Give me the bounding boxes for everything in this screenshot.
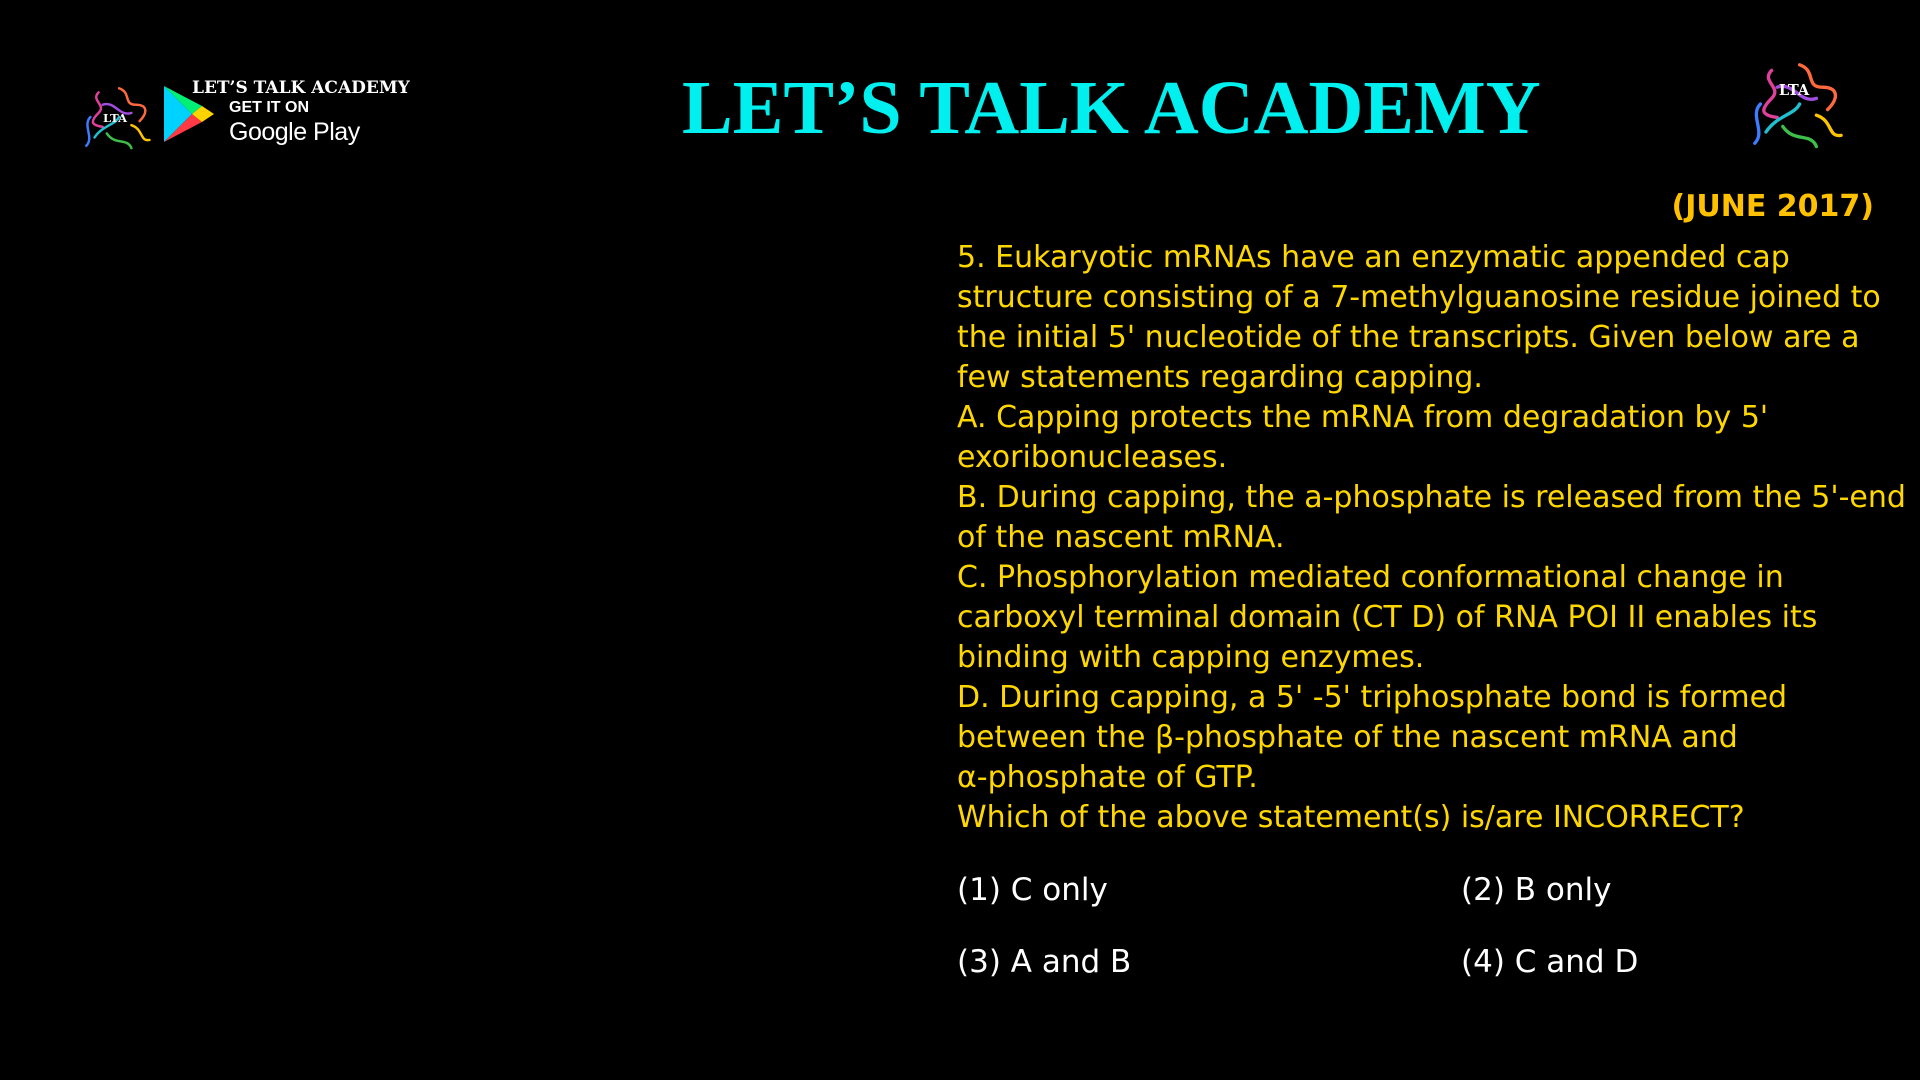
- statement-a-line: exoribonucleases.: [957, 440, 1228, 475]
- question-block: [957, 238, 1906, 838]
- answer-option-2[interactable]: (2) B only: [1461, 872, 1612, 908]
- answer-option-3[interactable]: (3) A and B: [957, 944, 1132, 980]
- academy-logo-right-icon: [1738, 48, 1850, 160]
- answer-option-4[interactable]: (4) C and D: [1461, 944, 1639, 980]
- statement-a-line: A. Capping protects the mRNA from degradation by 5': [957, 400, 1769, 435]
- question-line: 5. Eukaryotic mRNAs have an enzymatic appended cap: [957, 240, 1790, 275]
- exam-year-tag: (JUNE 2017): [1671, 189, 1874, 224]
- statement-d-line: D. During capping, a 5' -5' triphosphate bond is formed: [957, 680, 1788, 715]
- badge-store-name: Google Play: [229, 118, 360, 146]
- statement-c-line: binding with capping enzymes.: [957, 640, 1425, 675]
- statement-c-line: C. Phosphorylation mediated conformational change in: [957, 560, 1784, 595]
- question-line: structure consisting of a 7-methylguanosine residue joined to: [957, 280, 1881, 315]
- statement-d-line: α-phosphate of GTP.: [957, 760, 1258, 795]
- academy-logo-left-icon: [74, 76, 156, 158]
- badge-get-it-on: GET IT ON: [229, 99, 309, 116]
- logo-text: LTA: [1778, 82, 1810, 100]
- badge-academy-name: LET’S TALK ACADEMY: [192, 78, 410, 98]
- statement-d-line: between the β-phosphate of the nascent mRNA and: [957, 720, 1738, 755]
- statement-b-line: of the nascent mRNA.: [957, 520, 1285, 555]
- question-prompt: Which of the above statement(s) is/are INCORRECT?: [957, 800, 1745, 835]
- answer-option-1[interactable]: (1) C only: [957, 872, 1108, 908]
- statement-c-line: carboxyl terminal domain (CT D) of RNA POI II enables its: [957, 600, 1818, 635]
- logo-text: LTA: [103, 110, 127, 125]
- statement-b-line: B. During capping, the a-phosphate is released from the 5'-end: [957, 480, 1906, 515]
- page-title: LET’S TALK ACADEMY: [682, 66, 1541, 150]
- question-line: the initial 5' nucleotide of the transcripts. Given below are a: [957, 320, 1860, 355]
- question-line: few statements regarding capping.: [957, 360, 1483, 395]
